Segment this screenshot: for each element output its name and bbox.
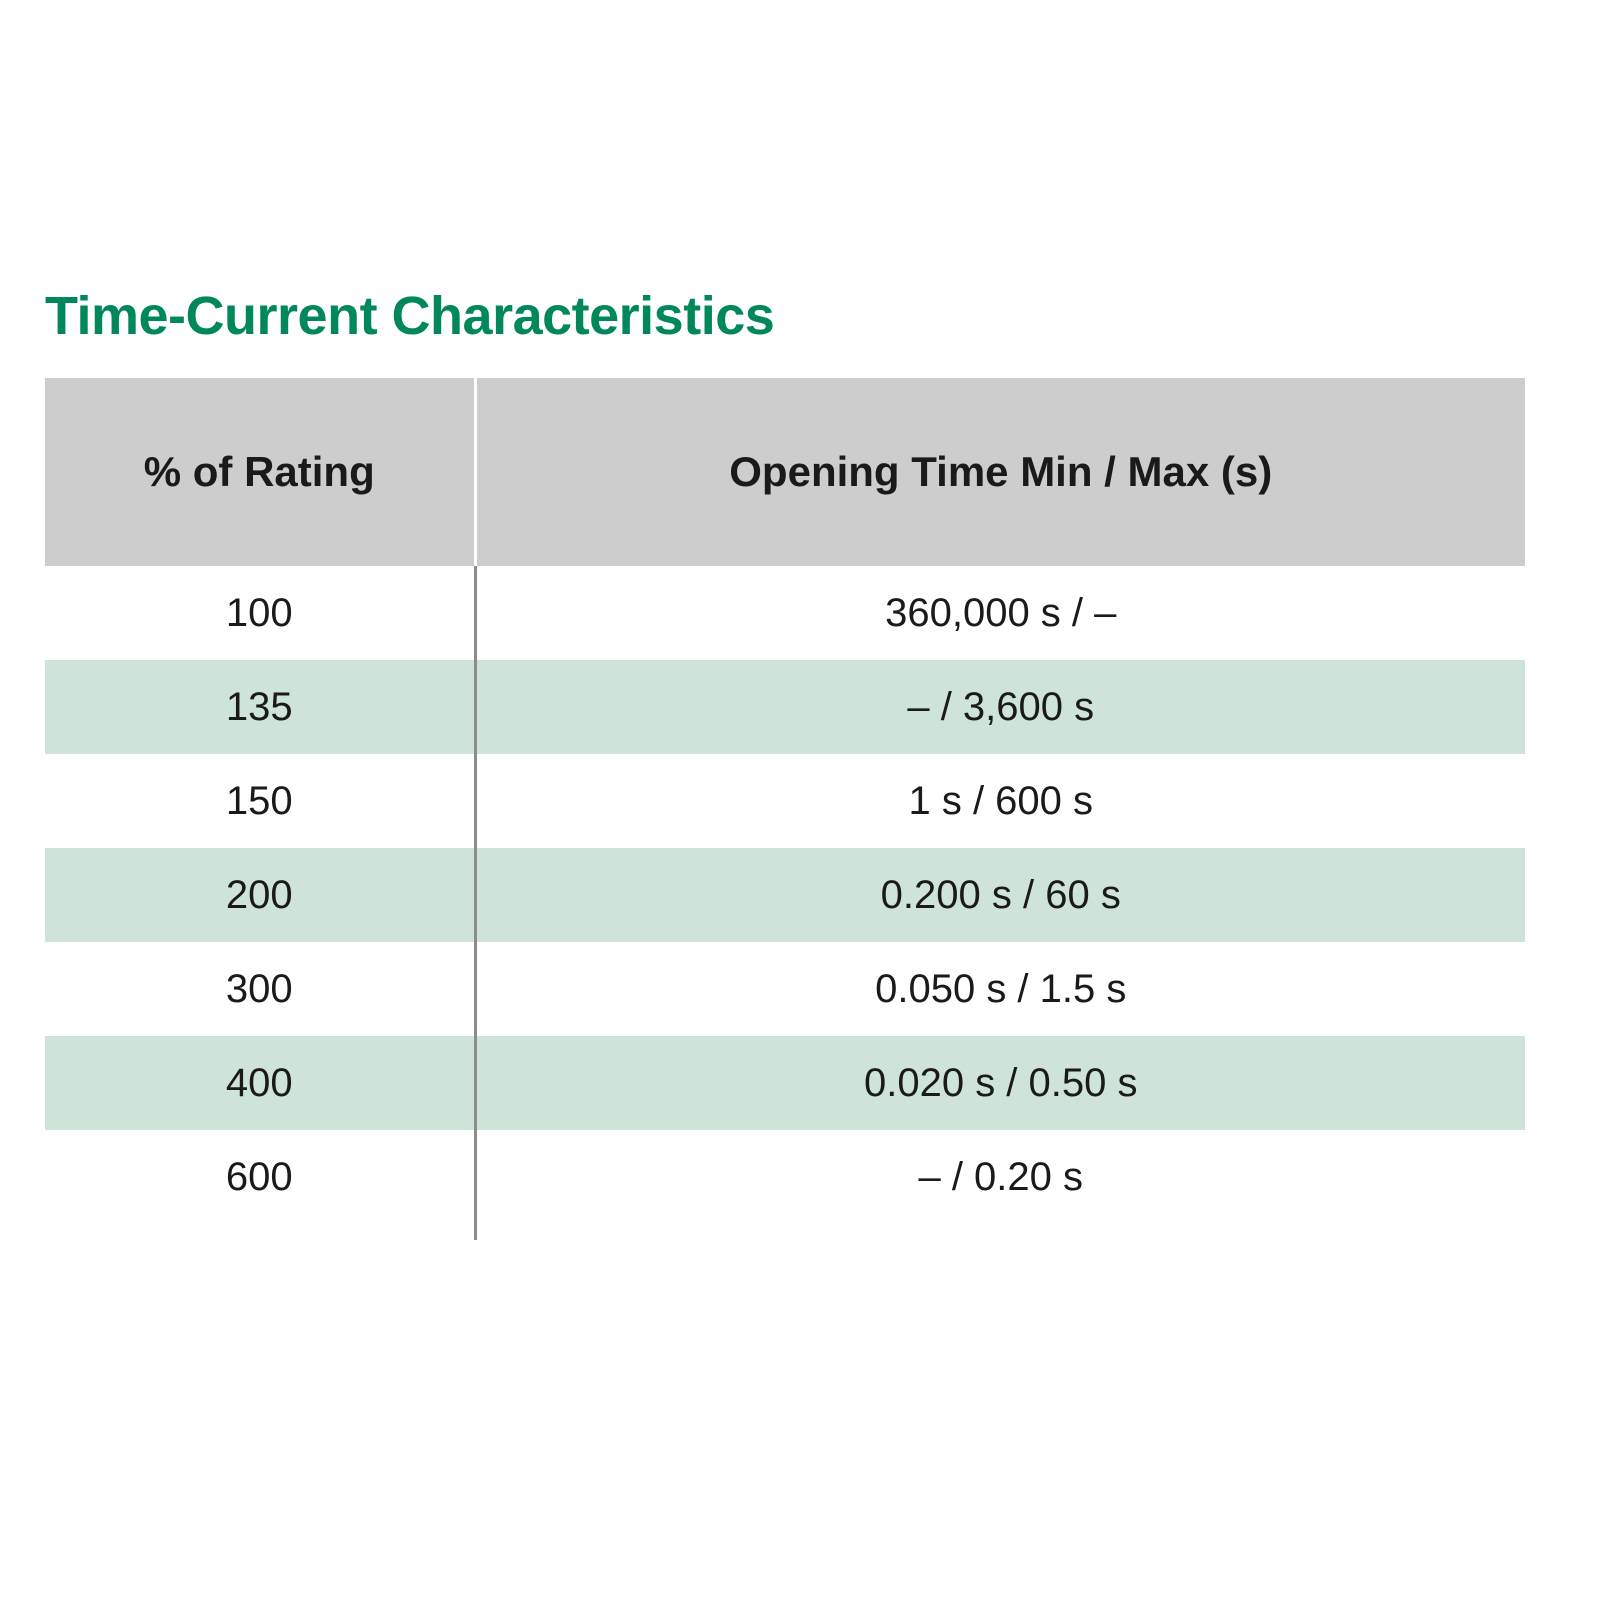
table-row: [45, 1130, 1525, 1224]
cell-opening-time: 0.200 s / 60 s: [475, 848, 1525, 942]
table-header: [45, 378, 1525, 566]
cell-opening-time: 0.020 s / 0.50 s: [475, 1036, 1525, 1130]
cell-rating: 100: [45, 566, 475, 660]
table-row: [45, 566, 1525, 660]
cell-rating: 600: [45, 1130, 475, 1224]
table-row: [45, 848, 1525, 942]
table-row: [45, 942, 1525, 1036]
cell-opening-time: – / 0.20 s: [918, 1154, 1084, 1199]
cell-rating: 400: [45, 1036, 475, 1130]
table-row: [45, 754, 1525, 848]
page-title: Time-Current Characteristics: [45, 286, 775, 346]
column-header-rating: % of Rating: [45, 378, 475, 566]
cell-rating: 135: [45, 660, 475, 754]
table-body: [45, 566, 1525, 1224]
cell-opening-time: 0.050 s / 1.5 s: [875, 966, 1127, 1011]
table-row: [45, 1036, 1525, 1130]
column-header-opening-time: Opening Time Min / Max (s): [475, 378, 1525, 566]
cell-opening-time: 1 s / 600 s: [908, 778, 1094, 823]
cell-opening-time: – / 3,600 s: [475, 660, 1525, 754]
cell-rating: 150: [45, 754, 475, 848]
time-current-characteristics-table: [45, 378, 1525, 1224]
cell-rating: 200: [45, 848, 475, 942]
table-header-row: [45, 378, 1525, 566]
cell-rating: 300: [45, 942, 475, 1036]
cell-opening-time: 360,000 s / –: [885, 590, 1117, 635]
column-divider-extension: [474, 1130, 477, 1240]
table-row: [45, 660, 1525, 754]
